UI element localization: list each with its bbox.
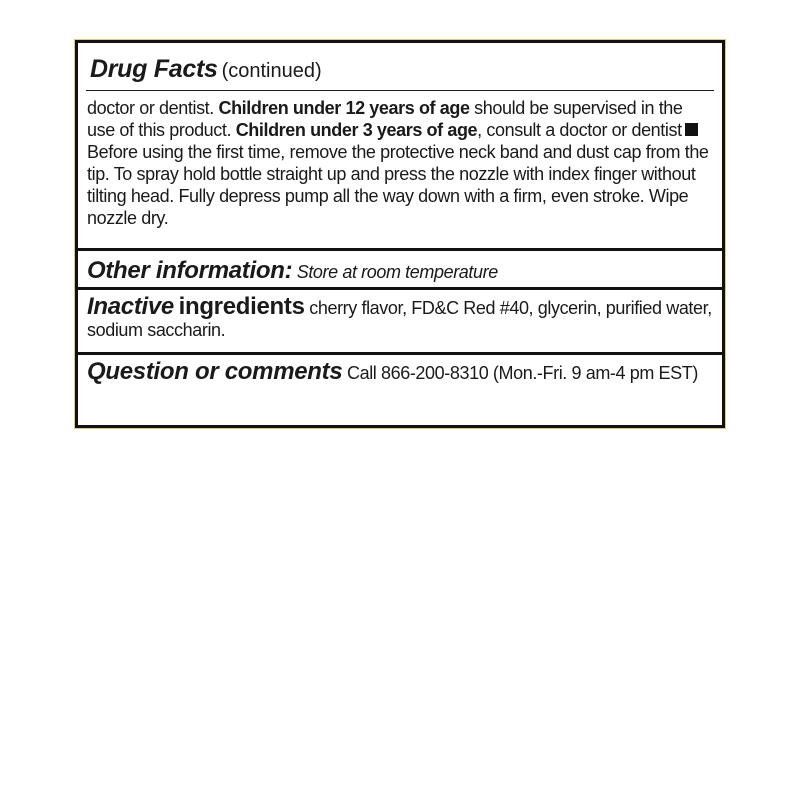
- inactive-ingredients-section: [78, 290, 722, 355]
- questions-section: [78, 355, 722, 420]
- square-bullet-icon: [685, 123, 698, 136]
- children-under-3-label: Children under 3 years of age: [235, 120, 478, 140]
- other-information-text: Store at room temperature: [296, 262, 498, 282]
- header-line: [90, 43, 710, 84]
- questions-text: Call 866-200-8310 (Mon.-Fri. 9 am-4 pm EST): [347, 363, 698, 383]
- ingredients-heading: ingredients: [178, 293, 305, 320]
- drug-facts-panel: [75, 40, 725, 428]
- drug-facts-header: [86, 43, 714, 91]
- directions-text-3: , consult a doctor or dentist: [477, 120, 682, 140]
- other-information-section: [78, 251, 722, 290]
- questions-heading: Question or comments: [87, 358, 343, 385]
- directions-text-4: Before using the first time, remove the protective neck band and dust cap from the tip. To spray hold bottle straight up and press the nozzle with index finger without tilting head. Fully depress pump all the way down with a firm, even stroke. Wipe nozzle dry.: [87, 142, 709, 228]
- drug-facts-continued-label: (continued): [221, 60, 322, 82]
- children-under-12-label: Children under 12 years of age: [218, 98, 470, 118]
- inactive-heading-italic: Inactive: [87, 293, 174, 320]
- directions-text-2: should be supervised in the use of this product.: [87, 98, 683, 140]
- inactive-ingredients-list: cherry flavor, FD&C Red #40, glycerin, purified water, sodium saccharin.: [87, 298, 712, 340]
- drug-facts-title: Drug Facts: [90, 55, 218, 83]
- directions-text-1: doctor or dentist.: [87, 98, 219, 118]
- directions-section: [78, 91, 722, 251]
- other-information-heading: Other information:: [87, 257, 293, 284]
